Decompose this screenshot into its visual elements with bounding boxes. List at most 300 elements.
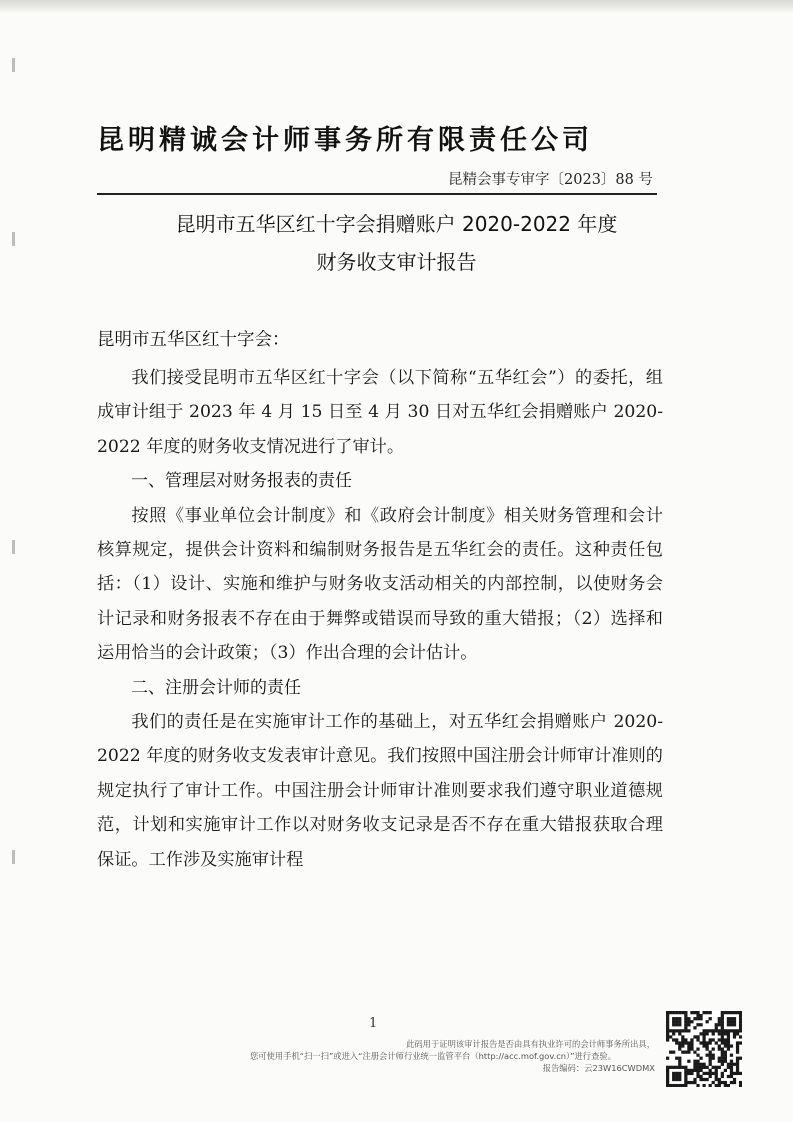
qr-module bbox=[675, 1023, 678, 1026]
qr-module bbox=[715, 1066, 718, 1069]
qr-module bbox=[693, 1035, 696, 1038]
management-responsibility-paragraph: 按照《事业单位会计制度》和《政府会计制度》相关财务管理和会计核算规定，提供会计资料和编制财务报告是五华红会的责任。这种责任包括：（1）设计、实施和维护与财务收支活动相关的内部控制，以使财务会计记录和财务报表不存在由于舞弊或错误而导致的重大错报；（2）选择和运用恰当的会计政策；（3）作出合理的会计估计。 bbox=[97, 505, 663, 664]
qr-module bbox=[721, 1035, 724, 1038]
qr-module bbox=[739, 1023, 742, 1026]
qr-module bbox=[702, 1078, 705, 1081]
qr-module bbox=[675, 1057, 678, 1060]
qr-module bbox=[699, 1041, 702, 1044]
qr-module bbox=[678, 1072, 681, 1075]
qr-module bbox=[699, 1014, 702, 1017]
qr-module bbox=[681, 1041, 684, 1044]
qr-module bbox=[672, 1066, 675, 1069]
qr-module bbox=[690, 1020, 693, 1023]
qr-module bbox=[724, 1044, 727, 1047]
qr-module bbox=[666, 1029, 669, 1032]
qr-module bbox=[718, 1066, 721, 1069]
qr-module bbox=[684, 1069, 687, 1072]
qr-module bbox=[684, 1017, 687, 1020]
qr-module bbox=[669, 1051, 672, 1054]
qr-module bbox=[693, 1017, 696, 1020]
qr-module bbox=[733, 1020, 736, 1023]
qr-module bbox=[706, 1020, 709, 1023]
cpa-responsibility-paragraph: 我们的责任是在实施审计工作的基础上，对五华红会捐赠账户 2020-2022 年度的财务收支发表审计意见。我们按照中国注册会计师审计准则的规定执行了审计工作。中国注册会计师审计准则要求我们遵守职业道德规范，计划和实施审计工作以对财务收支记录是否不存在重大错报获取合理保证。工作涉及实施审计程 bbox=[97, 712, 663, 870]
qr-module bbox=[721, 1011, 724, 1014]
qr-module bbox=[696, 1084, 699, 1087]
qr-module bbox=[730, 1017, 733, 1020]
qr-module bbox=[696, 1069, 699, 1072]
qr-module bbox=[678, 1066, 681, 1069]
qr-module bbox=[693, 1081, 696, 1084]
qr-module bbox=[739, 1026, 742, 1029]
qr-module bbox=[675, 1029, 678, 1032]
qr-module bbox=[709, 1069, 712, 1072]
qr-module bbox=[739, 1084, 742, 1087]
qr-module bbox=[730, 1029, 733, 1032]
qr-module bbox=[706, 1047, 709, 1050]
qr-module bbox=[721, 1072, 724, 1075]
qr-module bbox=[727, 1084, 730, 1087]
qr-module bbox=[702, 1044, 705, 1047]
qr-module bbox=[730, 1054, 733, 1057]
qr-module bbox=[706, 1072, 709, 1075]
qr-module bbox=[693, 1011, 696, 1014]
qr-module bbox=[712, 1032, 715, 1035]
qr-module bbox=[709, 1063, 712, 1066]
qr-module bbox=[666, 1069, 669, 1072]
qr-module bbox=[666, 1078, 669, 1081]
qr-module bbox=[739, 1014, 742, 1017]
section-heading-cpa: 二、注册会计师的责任 bbox=[131, 677, 301, 698]
qr-module bbox=[721, 1041, 724, 1044]
qr-module bbox=[712, 1054, 715, 1057]
qr-module bbox=[681, 1084, 684, 1087]
qr-module bbox=[727, 1075, 730, 1078]
qr-module bbox=[709, 1017, 712, 1020]
qr-module bbox=[730, 1063, 733, 1066]
qr-module bbox=[684, 1014, 687, 1017]
qr-module bbox=[702, 1029, 705, 1032]
qr-module bbox=[678, 1084, 681, 1087]
scan-edge bbox=[0, 0, 793, 14]
qr-module bbox=[687, 1081, 690, 1084]
qr-module bbox=[739, 1011, 742, 1014]
qr-module bbox=[702, 1035, 705, 1038]
qr-module bbox=[718, 1017, 721, 1020]
qr-module bbox=[675, 1078, 678, 1081]
qr-module bbox=[706, 1011, 709, 1014]
qr-module bbox=[684, 1081, 687, 1084]
qr-module bbox=[681, 1029, 684, 1032]
qr-module bbox=[739, 1035, 742, 1038]
qr-module bbox=[669, 1011, 672, 1014]
qr-module bbox=[684, 1011, 687, 1014]
qr-module bbox=[736, 1041, 739, 1044]
report-body bbox=[97, 361, 663, 877]
qr-module bbox=[696, 1017, 699, 1020]
qr-module bbox=[669, 1084, 672, 1087]
qr-module bbox=[724, 1054, 727, 1057]
qr-module bbox=[721, 1014, 724, 1017]
qr-module bbox=[730, 1023, 733, 1026]
qr-module bbox=[666, 1026, 669, 1029]
qr-module bbox=[666, 1017, 669, 1020]
qr-module bbox=[684, 1029, 687, 1032]
qr-module bbox=[709, 1075, 712, 1078]
qr-module bbox=[724, 1032, 727, 1035]
qr-module bbox=[678, 1078, 681, 1081]
qr-module bbox=[672, 1072, 675, 1075]
qr-module bbox=[699, 1078, 702, 1081]
qr-module bbox=[718, 1020, 721, 1023]
qr-module bbox=[669, 1066, 672, 1069]
qr-module bbox=[702, 1041, 705, 1044]
qr-module bbox=[736, 1072, 739, 1075]
qr-module bbox=[721, 1020, 724, 1023]
qr-code-graphic bbox=[666, 1011, 742, 1087]
qr-module bbox=[684, 1084, 687, 1087]
qr-module bbox=[715, 1029, 718, 1032]
qr-module bbox=[712, 1029, 715, 1032]
qr-module bbox=[721, 1051, 724, 1054]
qr-module bbox=[709, 1072, 712, 1075]
qr-module bbox=[693, 1026, 696, 1029]
qr-module bbox=[666, 1023, 669, 1026]
qr-module bbox=[727, 1023, 730, 1026]
qr-module bbox=[696, 1060, 699, 1063]
qr-module bbox=[727, 1038, 730, 1041]
qr-module bbox=[696, 1038, 699, 1041]
qr-module bbox=[702, 1066, 705, 1069]
qr-module bbox=[687, 1023, 690, 1026]
qr-module bbox=[736, 1066, 739, 1069]
qr-module bbox=[709, 1084, 712, 1087]
qr-module bbox=[696, 1011, 699, 1014]
qr-module bbox=[727, 1047, 730, 1050]
qr-module bbox=[687, 1051, 690, 1054]
qr-module bbox=[718, 1032, 721, 1035]
qr-module bbox=[699, 1017, 702, 1020]
qr-module bbox=[672, 1051, 675, 1054]
qr-module bbox=[672, 1029, 675, 1032]
qr-module bbox=[733, 1072, 736, 1075]
report-title-line2: 财务收支审计报告 bbox=[316, 250, 477, 274]
qr-module bbox=[730, 1081, 733, 1084]
qr-module bbox=[715, 1075, 718, 1078]
qr-module bbox=[727, 1029, 730, 1032]
qr-module bbox=[730, 1069, 733, 1072]
qr-module bbox=[739, 1029, 742, 1032]
verification-line-2: 您可使用手机“扫一扫”或进入“注册会计师行业统一监管平台（http://acc.mof.gov.cn）”进行查验。 bbox=[250, 1051, 616, 1061]
qr-module bbox=[687, 1069, 690, 1072]
header-divider bbox=[97, 193, 657, 195]
qr-module bbox=[684, 1041, 687, 1044]
qr-module bbox=[733, 1032, 736, 1035]
firm-name: 昆明精诚会计师事务所有限责任公司 bbox=[97, 125, 593, 156]
qr-module bbox=[727, 1041, 730, 1044]
qr-module bbox=[675, 1017, 678, 1020]
qr-module bbox=[727, 1066, 730, 1069]
qr-module bbox=[706, 1066, 709, 1069]
qr-module bbox=[721, 1054, 724, 1057]
qr-module bbox=[678, 1063, 681, 1066]
qr-module bbox=[684, 1078, 687, 1081]
qr-module bbox=[666, 1084, 669, 1087]
qr-module bbox=[712, 1072, 715, 1075]
binder-mark bbox=[12, 850, 15, 864]
qr-module bbox=[733, 1023, 736, 1026]
qr-module bbox=[678, 1017, 681, 1020]
qr-module bbox=[678, 1041, 681, 1044]
intro-paragraph: 我们接受昆明市五华区红十字会（以下简称“五华红会”）的委托，组成审计组于 2023 年 4 月 15 日至 4 月 30 日对五华红会捐赠账户 2020-2022 年度的财务收支情况进行了审计。 bbox=[97, 368, 663, 457]
qr-module bbox=[709, 1038, 712, 1041]
qr-module bbox=[712, 1066, 715, 1069]
qr-module bbox=[699, 1057, 702, 1060]
qr-module bbox=[702, 1011, 705, 1014]
qr-module bbox=[702, 1063, 705, 1066]
qr-module bbox=[684, 1072, 687, 1075]
qr-module bbox=[715, 1084, 718, 1087]
qr-module bbox=[696, 1054, 699, 1057]
qr-module bbox=[687, 1017, 690, 1020]
qr-module bbox=[669, 1035, 672, 1038]
qr-module bbox=[678, 1020, 681, 1023]
qr-module bbox=[693, 1060, 696, 1063]
qr-module bbox=[684, 1051, 687, 1054]
qr-module bbox=[672, 1017, 675, 1020]
qr-module bbox=[699, 1063, 702, 1066]
qr-module bbox=[736, 1047, 739, 1050]
qr-module bbox=[706, 1078, 709, 1081]
qr-module bbox=[672, 1032, 675, 1035]
qr-module bbox=[681, 1051, 684, 1054]
binder-mark bbox=[12, 540, 15, 554]
qr-module bbox=[690, 1038, 693, 1041]
qr-code-icon[interactable] bbox=[666, 1011, 742, 1087]
qr-module bbox=[736, 1032, 739, 1035]
qr-module bbox=[733, 1035, 736, 1038]
qr-module bbox=[681, 1035, 684, 1038]
report-code: 报告编码：云23W16CWDMX bbox=[542, 1063, 655, 1073]
qr-module bbox=[672, 1038, 675, 1041]
qr-module bbox=[687, 1044, 690, 1047]
document-number: 昆精会事专审字〔2023〕88 号 bbox=[448, 172, 653, 188]
qr-module bbox=[666, 1011, 669, 1014]
qr-module bbox=[681, 1066, 684, 1069]
qr-module bbox=[727, 1035, 730, 1038]
qr-module bbox=[718, 1047, 721, 1050]
qr-module bbox=[690, 1069, 693, 1072]
qr-module bbox=[666, 1032, 669, 1035]
qr-module bbox=[675, 1041, 678, 1044]
qr-module bbox=[675, 1075, 678, 1078]
qr-module bbox=[730, 1044, 733, 1047]
qr-module bbox=[672, 1023, 675, 1026]
qr-module bbox=[727, 1032, 730, 1035]
qr-module bbox=[666, 1072, 669, 1075]
qr-module bbox=[690, 1072, 693, 1075]
qr-module bbox=[681, 1038, 684, 1041]
qr-module bbox=[724, 1011, 727, 1014]
qr-module bbox=[672, 1020, 675, 1023]
qr-module bbox=[724, 1057, 727, 1060]
qr-module bbox=[702, 1038, 705, 1041]
qr-module bbox=[718, 1084, 721, 1087]
qr-module bbox=[687, 1060, 690, 1063]
qr-module bbox=[699, 1075, 702, 1078]
qr-module bbox=[712, 1047, 715, 1050]
qr-module bbox=[730, 1020, 733, 1023]
qr-module bbox=[721, 1029, 724, 1032]
qr-module bbox=[718, 1057, 721, 1060]
qr-module bbox=[693, 1051, 696, 1054]
qr-module bbox=[718, 1081, 721, 1084]
qr-module bbox=[684, 1066, 687, 1069]
qr-module bbox=[706, 1054, 709, 1057]
qr-module bbox=[727, 1020, 730, 1023]
qr-module bbox=[678, 1057, 681, 1060]
qr-module bbox=[672, 1078, 675, 1081]
qr-module bbox=[696, 1023, 699, 1026]
qr-module bbox=[709, 1060, 712, 1063]
qr-module bbox=[727, 1063, 730, 1066]
qr-module bbox=[681, 1011, 684, 1014]
qr-module bbox=[736, 1044, 739, 1047]
qr-module bbox=[715, 1072, 718, 1075]
qr-module bbox=[730, 1060, 733, 1063]
section-heading-management: 一、管理层对财务报表的责任 bbox=[131, 471, 352, 492]
qr-module bbox=[712, 1081, 715, 1084]
qr-module bbox=[718, 1044, 721, 1047]
qr-module bbox=[733, 1063, 736, 1066]
qr-module bbox=[687, 1072, 690, 1075]
qr-module bbox=[696, 1047, 699, 1050]
qr-module bbox=[666, 1057, 669, 1060]
qr-module bbox=[739, 1017, 742, 1020]
qr-module bbox=[675, 1084, 678, 1087]
qr-module bbox=[675, 1020, 678, 1023]
qr-module bbox=[721, 1060, 724, 1063]
qr-module bbox=[709, 1029, 712, 1032]
binder-mark bbox=[12, 58, 15, 72]
qr-module bbox=[666, 1038, 669, 1041]
qr-module bbox=[721, 1038, 724, 1041]
qr-module bbox=[702, 1084, 705, 1087]
qr-module bbox=[715, 1026, 718, 1029]
qr-module bbox=[678, 1075, 681, 1078]
qr-module bbox=[718, 1029, 721, 1032]
qr-module bbox=[721, 1047, 724, 1050]
qr-module bbox=[721, 1063, 724, 1066]
qr-module bbox=[690, 1044, 693, 1047]
qr-module bbox=[739, 1020, 742, 1023]
qr-module bbox=[684, 1020, 687, 1023]
qr-module bbox=[675, 1066, 678, 1069]
qr-module bbox=[730, 1075, 733, 1078]
qr-module bbox=[724, 1069, 727, 1072]
qr-module bbox=[696, 1075, 699, 1078]
verification-line-1: 此码用于证明该审计报告是否由具有执业许可的会计师事务所出具， bbox=[406, 1039, 655, 1049]
qr-module bbox=[666, 1014, 669, 1017]
qr-module bbox=[696, 1063, 699, 1066]
qr-module bbox=[736, 1029, 739, 1032]
qr-module bbox=[669, 1029, 672, 1032]
qr-module bbox=[709, 1011, 712, 1014]
qr-module bbox=[733, 1081, 736, 1084]
qr-module bbox=[727, 1044, 730, 1047]
qr-module bbox=[715, 1078, 718, 1081]
qr-module bbox=[702, 1032, 705, 1035]
qr-module bbox=[733, 1011, 736, 1014]
qr-module bbox=[739, 1081, 742, 1084]
qr-module bbox=[681, 1044, 684, 1047]
qr-module bbox=[730, 1011, 733, 1014]
qr-module bbox=[718, 1078, 721, 1081]
qr-module bbox=[666, 1075, 669, 1078]
qr-module bbox=[718, 1023, 721, 1026]
qr-module bbox=[724, 1084, 727, 1087]
qr-module bbox=[724, 1081, 727, 1084]
qr-module bbox=[736, 1057, 739, 1060]
qr-module bbox=[724, 1060, 727, 1063]
qr-module bbox=[718, 1038, 721, 1041]
qr-module bbox=[721, 1026, 724, 1029]
qr-module bbox=[733, 1029, 736, 1032]
report-title-line1: 昆明市五华区红十字会捐赠账户 2020-2022 年度 bbox=[175, 212, 618, 236]
qr-module bbox=[699, 1069, 702, 1072]
qr-module bbox=[675, 1038, 678, 1041]
qr-module bbox=[687, 1029, 690, 1032]
qr-module bbox=[733, 1078, 736, 1081]
qr-module bbox=[712, 1038, 715, 1041]
qr-module bbox=[736, 1069, 739, 1072]
qr-module bbox=[709, 1054, 712, 1057]
qr-module bbox=[724, 1029, 727, 1032]
qr-module bbox=[693, 1069, 696, 1072]
qr-module bbox=[736, 1011, 739, 1014]
qr-module bbox=[715, 1069, 718, 1072]
qr-module bbox=[693, 1063, 696, 1066]
qr-module bbox=[724, 1051, 727, 1054]
qr-module bbox=[730, 1072, 733, 1075]
qr-module bbox=[721, 1075, 724, 1078]
qr-module bbox=[739, 1057, 742, 1060]
qr-module bbox=[684, 1023, 687, 1026]
qr-module bbox=[706, 1044, 709, 1047]
qr-module bbox=[736, 1060, 739, 1063]
qr-module bbox=[733, 1017, 736, 1020]
verification-note bbox=[200, 1038, 655, 1074]
qr-module bbox=[684, 1026, 687, 1029]
page-number: 1 bbox=[369, 1016, 378, 1031]
qr-module bbox=[706, 1029, 709, 1032]
qr-module bbox=[699, 1066, 702, 1069]
qr-module bbox=[712, 1057, 715, 1060]
qr-module bbox=[678, 1029, 681, 1032]
qr-module bbox=[666, 1020, 669, 1023]
qr-module bbox=[702, 1072, 705, 1075]
qr-module bbox=[727, 1017, 730, 1020]
qr-module bbox=[699, 1032, 702, 1035]
qr-module bbox=[687, 1047, 690, 1050]
addressee: 昆明市五华区红十字会： bbox=[97, 330, 290, 350]
qr-module bbox=[721, 1081, 724, 1084]
qr-module bbox=[672, 1011, 675, 1014]
qr-module bbox=[693, 1066, 696, 1069]
qr-module bbox=[718, 1060, 721, 1063]
qr-module bbox=[666, 1081, 669, 1084]
qr-module bbox=[709, 1051, 712, 1054]
qr-module bbox=[666, 1066, 669, 1069]
